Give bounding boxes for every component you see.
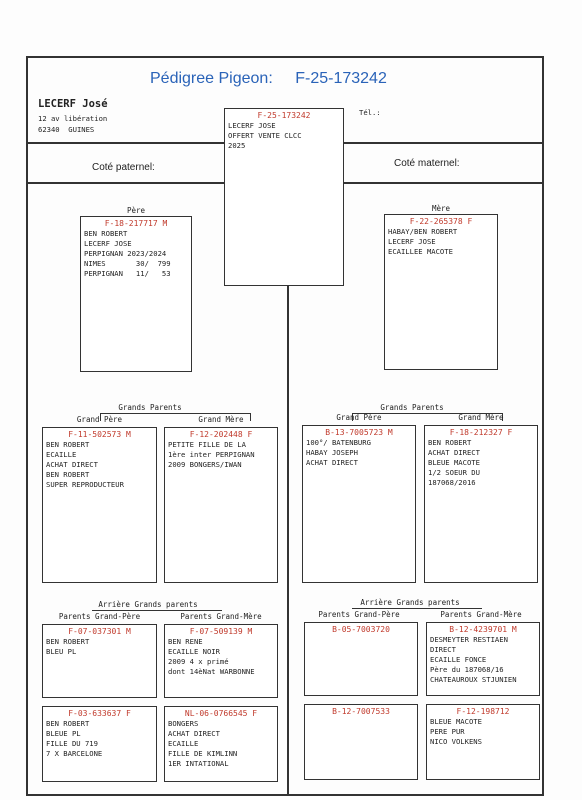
card-line: BEN ROBERT	[46, 637, 90, 646]
card-line: BLEUE MACOTE	[428, 458, 480, 467]
card-line: HABAY JOSEPH	[306, 448, 358, 457]
mat-gm-label: Grand Mère	[458, 413, 504, 422]
grandparents-title-left: Grands Parents	[118, 403, 182, 412]
card-line: 1ère inter PERPIGNAN	[168, 450, 255, 459]
card-line: 7 X BARCELONE	[46, 749, 103, 758]
ggp-card-c	[42, 706, 157, 782]
card-line: ACHAT DIRECT	[46, 460, 98, 469]
ring-number: NL-06-0766545 F	[184, 709, 258, 718]
ring-number: F-18-212327 F	[449, 428, 513, 437]
card-line: BEN ROBERT	[46, 440, 90, 449]
card-line: FILLE DE KIMLINN	[168, 749, 238, 758]
ggp-card-d	[164, 706, 278, 782]
ring-number: B-13-7005723 M	[325, 428, 393, 437]
father-card	[80, 216, 192, 372]
ring-number: B-12-4239701 M	[449, 625, 517, 634]
card-line: BEN ROBERT	[46, 719, 90, 728]
ring-number: F-12-198712	[456, 707, 510, 716]
connector	[352, 608, 482, 609]
ring-number: F-07-509139 M	[189, 627, 253, 636]
paternal-grandfather-card	[42, 427, 157, 583]
mother-line: LECERF JOSE	[388, 237, 436, 246]
paternal-side-label: Coté paternel:	[92, 162, 155, 173]
maternal-grandfather-card	[302, 425, 416, 583]
mother-card	[384, 214, 498, 370]
ring-number: B-12-7007533	[332, 707, 390, 716]
ggp-title-left: Arrière Grands parents	[98, 600, 198, 609]
mother-ring: F-22-265378 F	[409, 217, 473, 226]
owner-address-1: 12 av libération	[38, 114, 108, 123]
ggp-card-h	[426, 704, 540, 780]
mother-line: HABAY/BEN ROBERT	[388, 227, 458, 236]
ggp-pgm-label-left: Parents Grand-Mère	[180, 612, 262, 621]
card-line: PERE PUR	[430, 727, 465, 736]
pat-gm-label: Grand Mère	[198, 415, 244, 424]
title-ring: F-25-173242	[295, 70, 387, 87]
owner-name: LECERF José	[38, 98, 108, 110]
card-line: BLEU PL	[46, 647, 77, 656]
mat-gf-label: Grand Père	[336, 413, 382, 422]
card-line: DESMEYTER RESTIAEN	[430, 635, 508, 644]
ggp-card-e	[304, 622, 418, 696]
card-line: BEN ROBERT	[428, 438, 472, 447]
card-line: 2009 BONGERS/IWAN	[168, 460, 242, 469]
card-line: BEN ROBERT	[46, 470, 90, 479]
card-line: ACHAT DIRECT	[428, 448, 480, 457]
card-line: CHATEAUROUX STJUNIEN	[430, 675, 517, 684]
subject-line: LECERF JOSE	[228, 121, 276, 130]
subject-card	[224, 108, 344, 286]
father-line: BEN ROBERT	[84, 229, 128, 238]
paternal-grandmother-card	[164, 427, 278, 583]
mother-line: ECAILLEE MACOTE	[388, 247, 453, 256]
card-line: BONGERS	[168, 719, 199, 728]
card-line: PETITE FILLE DE LA	[168, 440, 246, 449]
ring-number: B-05-7003720	[332, 625, 390, 634]
father-line: PERPIGNAN 2023/2024	[84, 249, 167, 258]
card-line: 1ER INTATIONAL	[168, 759, 229, 768]
ggp-title-right: Arrière Grands parents	[360, 598, 460, 607]
card-line: ACHAT DIRECT	[306, 458, 358, 467]
card-line: SUPER REPRODUCTEUR	[46, 480, 124, 489]
card-line: 1/2 SOEUR DU	[428, 468, 480, 477]
subject-ring: F-25-173242	[257, 111, 311, 120]
ggp-pgf-label-right: Parents Grand-Père	[318, 610, 400, 619]
card-line: Père du 187068/16	[430, 665, 504, 674]
title-prefix: Pédigree Pigeon:	[150, 70, 273, 87]
card-line: NICO VOLKENS	[430, 737, 482, 746]
card-line: dont 14èNat WARBONNE	[168, 667, 255, 676]
ggp-card-a	[42, 624, 157, 698]
card-line: 2009 4 x primé	[168, 657, 229, 666]
card-line: BLEUE PL	[46, 729, 81, 738]
maternal-grandmother-card	[424, 425, 538, 583]
father-label: Père	[126, 206, 146, 215]
card-line: 187068/2016	[428, 478, 476, 487]
maternal-side-label: Coté maternel:	[394, 158, 460, 169]
card-line: ECAILLE NOIR	[168, 647, 220, 656]
card-line: BLEUE MACOTE	[430, 717, 482, 726]
father-ring: F-18-217717 M	[104, 219, 168, 228]
father-line: PERPIGNAN 11/ 53	[84, 269, 171, 278]
ggp-pgm-label-right: Parents Grand-Mère	[440, 610, 522, 619]
card-line: ECAILLE	[168, 739, 199, 748]
card-line: ECAILLE	[46, 450, 77, 459]
mother-label: Mère	[431, 204, 451, 213]
connector	[92, 610, 222, 611]
grandparents-title-right: Grands Parents	[380, 403, 444, 412]
pat-gf-label: Grand Père	[76, 415, 123, 424]
ring-number: F-07-037301 M	[68, 627, 131, 636]
ring-number: F-03-633637 F	[68, 709, 131, 718]
connector	[100, 413, 250, 414]
ggp-card-g	[304, 704, 418, 780]
owner-address-2: 62340 GUINES	[38, 125, 95, 134]
card-line: ACHAT DIRECT	[168, 729, 220, 738]
father-line: LECERF JOSE	[84, 239, 132, 248]
ring-number: F-11-502573 M	[68, 430, 131, 439]
card-line: 100°/ BATENBURG	[306, 438, 371, 447]
tel-label: Tél.:	[359, 108, 381, 117]
ggp-pgf-label-left: Parents Grand-Père	[58, 612, 141, 621]
subject-line: 2025	[228, 141, 246, 150]
card-line: BEN RENE	[168, 637, 203, 646]
ggp-card-f	[426, 622, 540, 696]
ring-number: F-12-202448 F	[189, 430, 253, 439]
center-divider	[287, 278, 289, 796]
page-title	[150, 70, 387, 88]
subject-line: OFFERT VENTE CLCC	[228, 131, 302, 140]
card-line: FILLE DU 719	[46, 739, 98, 748]
father-line: NIMES 30/ 799	[84, 259, 171, 268]
card-line: ECAILLE FONCE	[430, 655, 487, 664]
ggp-card-b	[164, 624, 278, 698]
card-line: DIRECT	[430, 645, 456, 654]
